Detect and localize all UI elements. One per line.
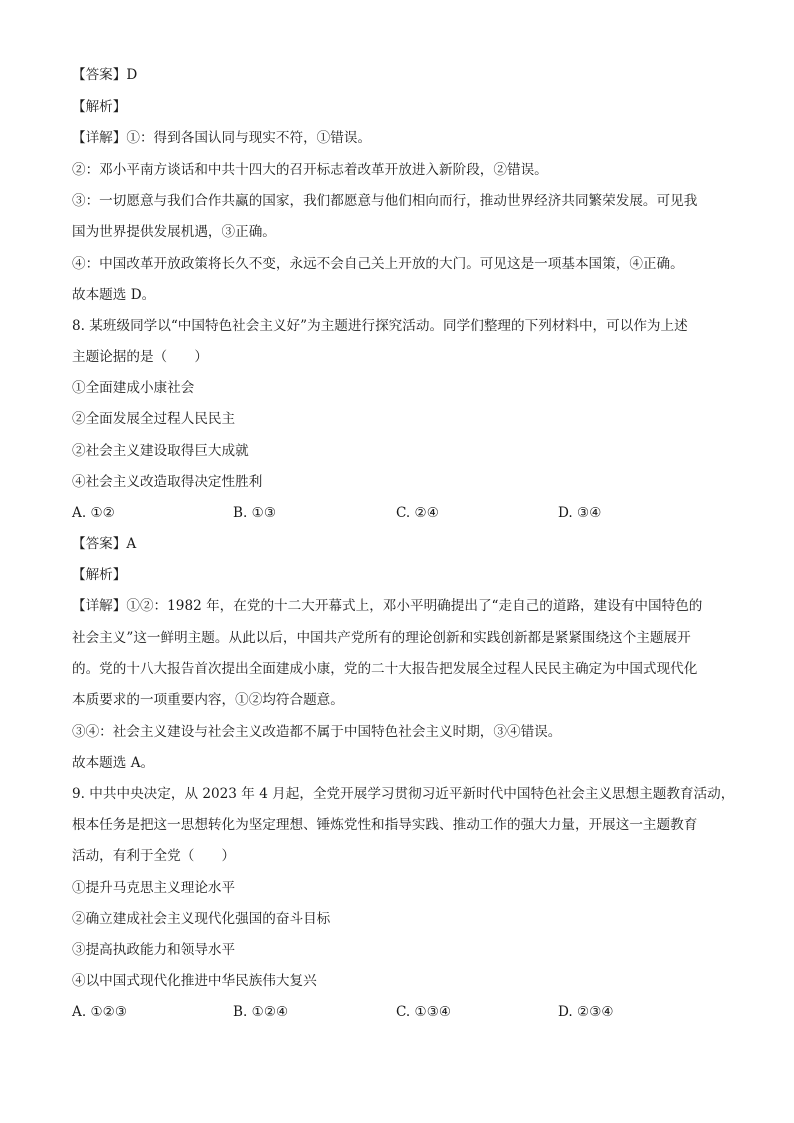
option-a: A. ①②③: [72, 1004, 128, 1020]
analysis-label: 【解析】: [72, 567, 127, 583]
question-stem: 9. 中共中央决定，从 2023 年 4 月起，全党开展学习贯彻习近平新时代中国特色社会主义思想主题教育活动，: [72, 786, 735, 802]
answer-value: D: [126, 67, 138, 83]
option-d: D. ②③④: [558, 1004, 614, 1020]
detail-line: ③④：社会主义建设与社会主义改造都不属于中国特色社会主义时期，③④错误。: [72, 724, 562, 740]
question-item: ②社会主义建设取得巨大成就: [72, 443, 249, 459]
question-item: ①提升马克思主义理论水平: [72, 880, 236, 896]
detail-line: 【详解】①：得到各国认同与现实不符，①错误。: [72, 130, 372, 146]
question-item: ④以中国式现代化推进中华民族伟大复兴: [72, 973, 317, 989]
detail-line: 社会主义”这一鲜明主题。从此以后，中国共产党所有的理论创新和实践创新都是紧紧围绕这个主题展开: [72, 630, 691, 646]
detail-line: 【详解】①②：1982 年，在党的十二大开幕式上，邓小平明确提出了“走自己的道路，建设有中国特色的: [72, 598, 703, 614]
analysis-label: 【解析】: [72, 99, 127, 115]
question-item: ①全面建成小康社会: [72, 380, 195, 396]
answer-label: 【答案】: [72, 536, 127, 552]
detail-line: 故本题选 A。: [72, 755, 155, 771]
detail-line: 故本题选 D。: [72, 287, 156, 303]
option-c: C. ①③④: [396, 1004, 452, 1020]
answer-label: 【答案】: [72, 67, 127, 83]
detail-line: ②：邓小平南方谈话和中共十四大的召开标志着改革开放进入新阶段，②错误。: [72, 162, 548, 178]
question-stem: 活动，有利于全党（ ）: [72, 848, 236, 864]
detail-line: 的。党的十八大报告首次提出全面建成小康，党的二十大报告把发展全过程人民民主确定为中国式现代化: [72, 661, 698, 677]
detail-line: 本质要求的一项重要内容，①②均符合题意。: [72, 692, 344, 708]
answer-line: [72, 66, 137, 84]
detail-line: ③：一切愿意与我们合作共赢的国家，我们都愿意与他们相向而行，推动世界经济共同繁荣发展。可见我: [72, 193, 698, 209]
question-item: ②全面发展全过程人民民主: [72, 411, 236, 427]
option-a: A. ①②: [72, 505, 115, 521]
option-b: B. ①③: [233, 505, 277, 521]
question-item: ④社会主义改造取得决定性胜利: [72, 474, 263, 490]
option-b: B. ①②④: [233, 1004, 289, 1020]
question-stem: 主题论据的是（ ）: [72, 349, 208, 365]
option-c: C. ②④: [396, 505, 439, 521]
answer-options: [72, 504, 732, 522]
answer-value: A: [126, 536, 137, 552]
answer-options: [72, 1003, 732, 1021]
question-item: ③提高执政能力和领导水平: [72, 942, 236, 958]
detail-line: ④：中国改革开放政策将长久不变，永远不会自己关上开放的大门。可见这是一项基本国策，④正确。: [72, 256, 684, 272]
option-d: D. ③④: [558, 505, 602, 521]
detail-line: 国为世界提供发展机遇，③正确。: [72, 224, 276, 240]
question-stem: 8. 某班级同学以“中国特色社会主义好”为主题进行探究活动。同学们整理的下列材料中，可以作为上述: [72, 318, 688, 334]
answer-line: [72, 535, 136, 553]
question-item: ②确立建成社会主义现代化强国的奋斗目标: [72, 911, 331, 927]
question-stem: 根本任务是把这一思想转化为坚定理想、锤炼党性和指导实践、推动工作的强大力量，开展这一主题教育: [72, 817, 698, 833]
